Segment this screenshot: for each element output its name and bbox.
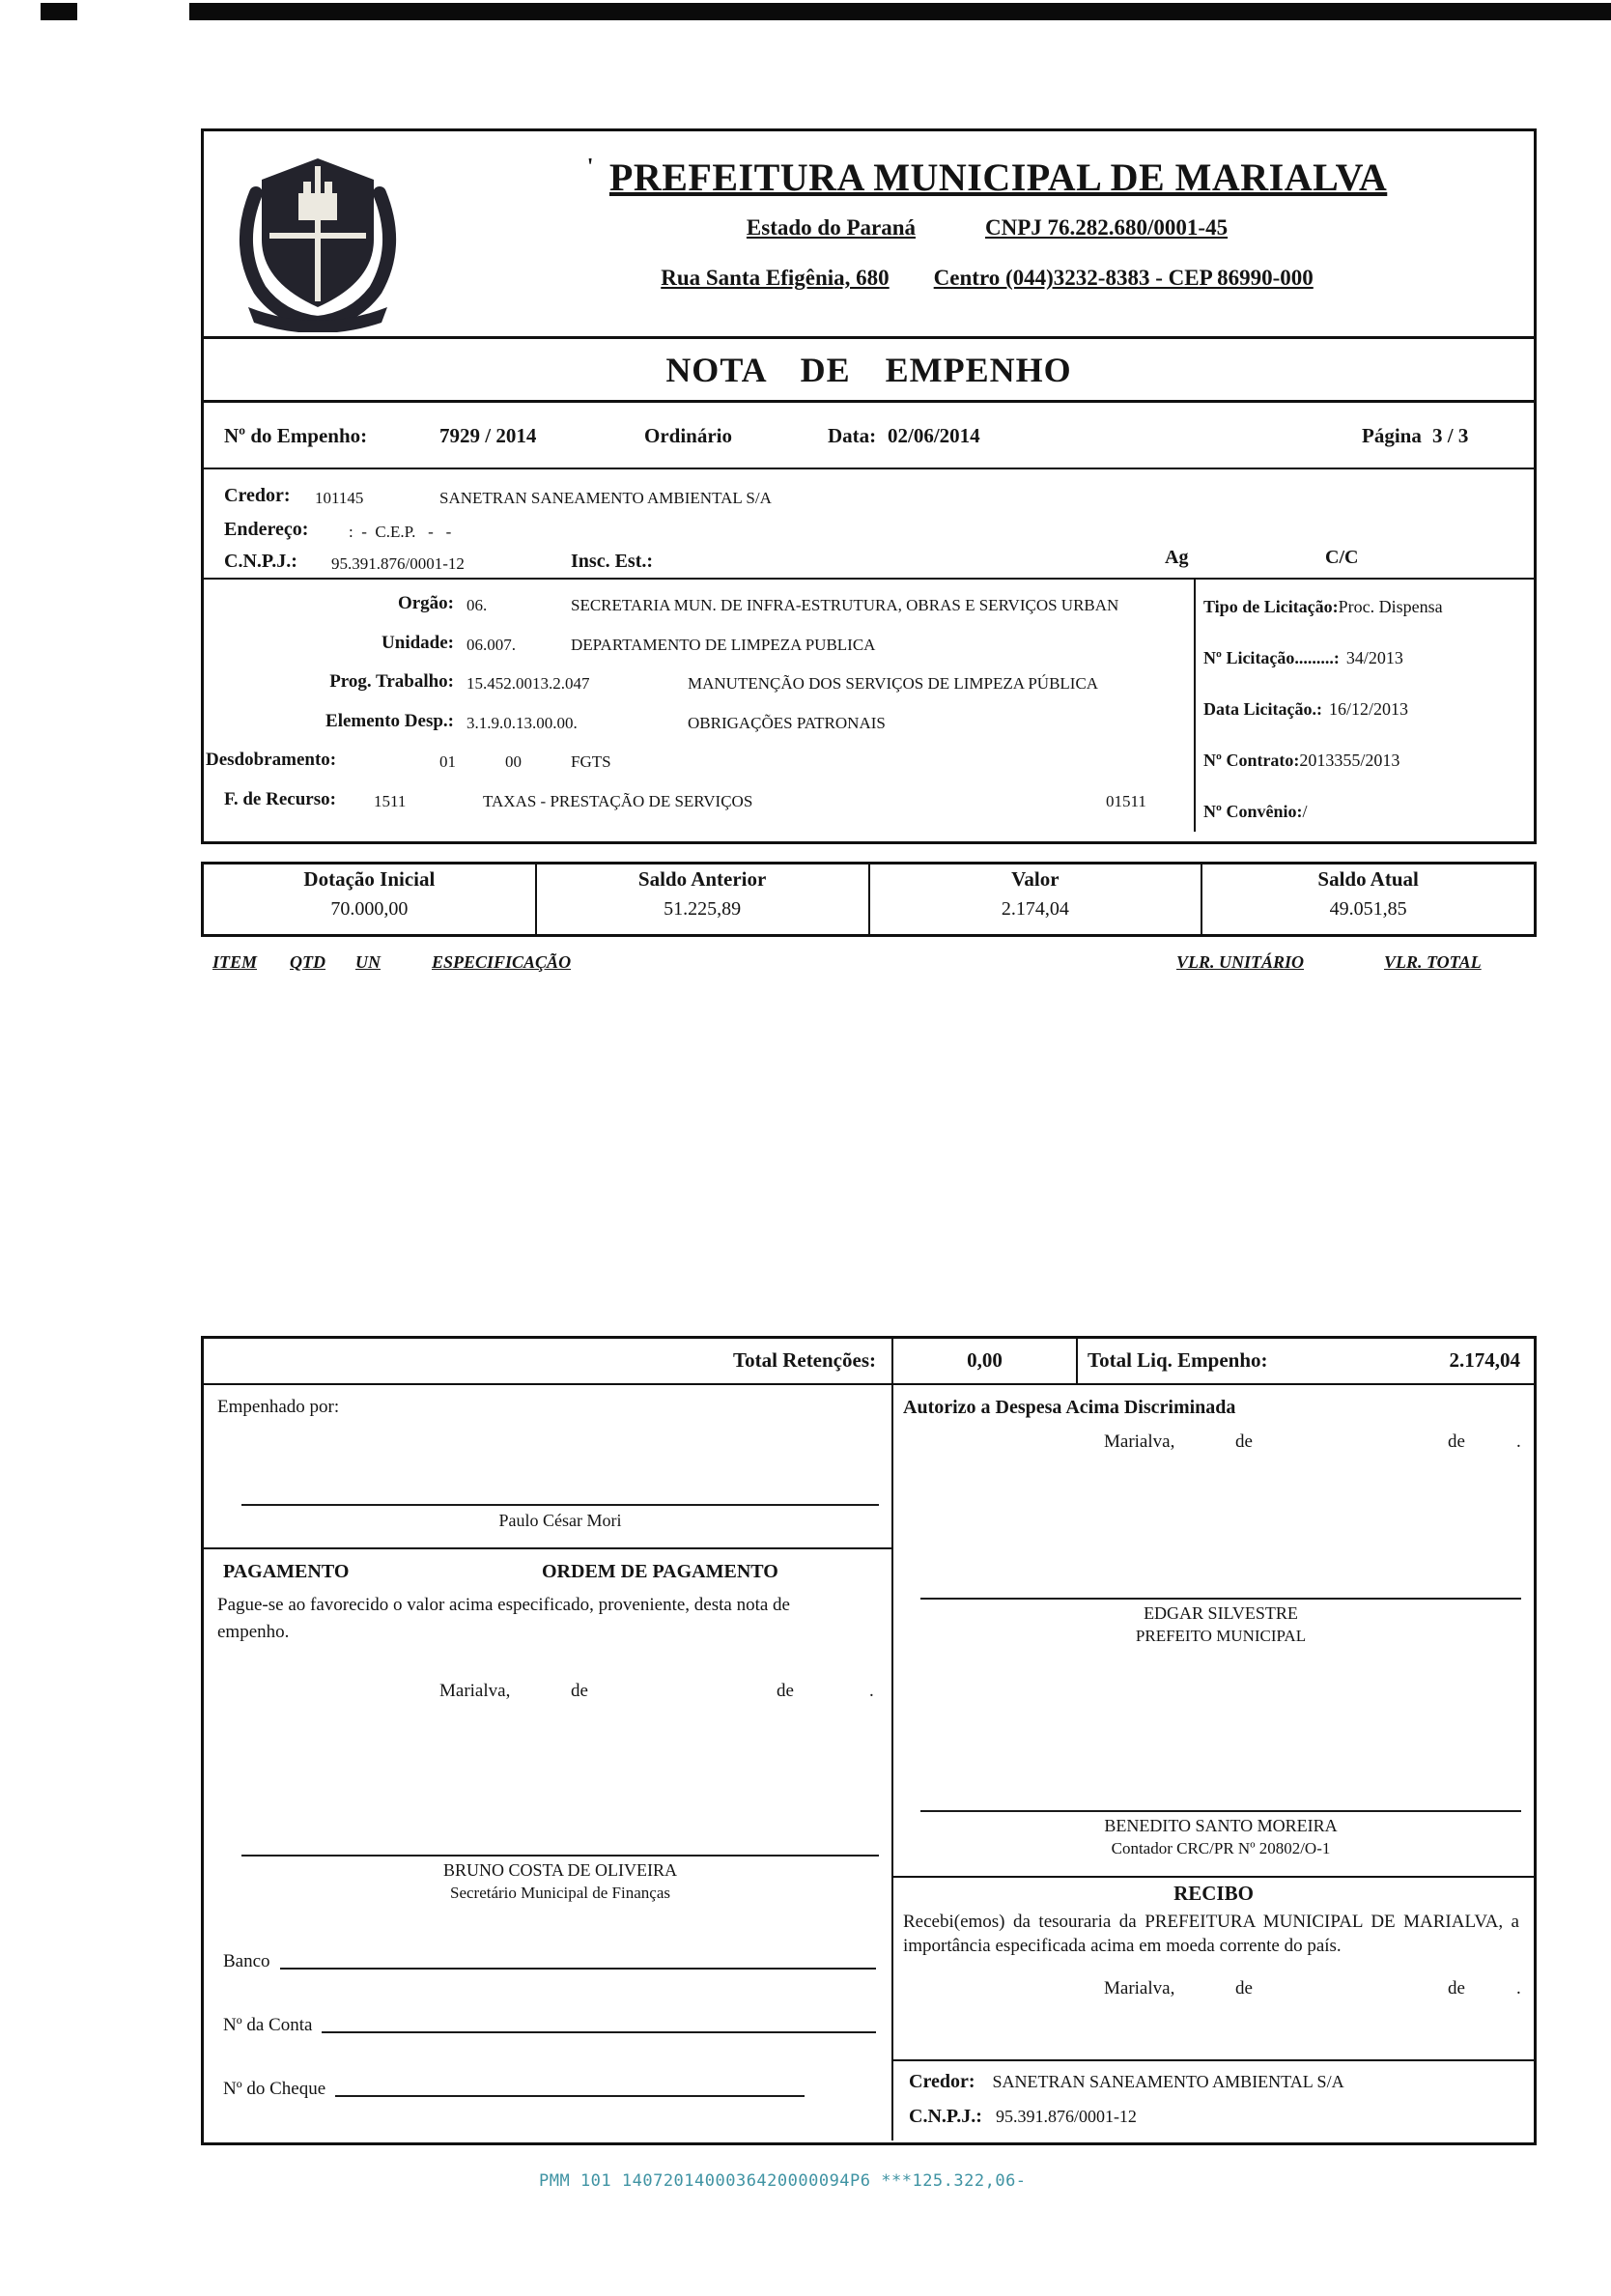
vlr-unitario-column-header: VLR. UNITÁRIO	[1176, 952, 1305, 972]
ordem-pagamento-label: ORDEM DE PAGAMENTO	[542, 1561, 778, 1582]
signature-columns	[204, 1385, 1534, 2140]
desdobramento-code: 01	[439, 752, 456, 771]
city-label: Marialva,	[439, 1681, 511, 1701]
data-licitacao-label: Data Licitação.:	[1203, 699, 1322, 719]
cheque-field	[223, 2079, 805, 2100]
items-header-row	[201, 952, 1537, 981]
scan-mark: '	[586, 155, 594, 180]
numero-licitacao-label: Nº Licitação.........:	[1203, 648, 1340, 667]
saldo-anterior-value: 51.225,89	[664, 898, 742, 920]
payment-date-line	[204, 1681, 891, 1704]
period-mark: .	[869, 1681, 874, 1701]
municipality-title: PREFEITURA MUNICIPAL DE MARIALVA	[608, 156, 1388, 199]
cc-label: C/C	[1325, 547, 1359, 568]
orgao-code: 06.	[466, 596, 488, 614]
dotacao-inicial-header: Dotação Inicial	[303, 867, 436, 891]
scan-artifact-top-bar	[41, 3, 1611, 20]
secretario-signature-line	[241, 1855, 879, 1857]
page-number: 3 / 3	[1432, 424, 1469, 447]
unidade-desc: DEPARTAMENTO DE LIMPEZA PUBLICA	[571, 635, 876, 654]
prefeito-signature-line	[920, 1598, 1521, 1600]
prefeito-name: EDGAR SILVESTRE	[1144, 1603, 1298, 1623]
pagamento-divider	[204, 1547, 891, 1549]
fonte-recurso-desc: TAXAS - PRESTAÇÃO DE SERVIÇOS	[483, 791, 753, 810]
elemento-desp-desc: OBRIGAÇÕES PATRONAIS	[688, 713, 886, 732]
conta-label: Nº da Conta	[223, 2015, 313, 2035]
contador-signature-line	[920, 1810, 1521, 1812]
municipality-title-line	[440, 155, 1534, 200]
data-licitacao-value: 16/12/2013	[1328, 699, 1408, 719]
banco-blank-line	[280, 1968, 876, 1970]
recibo-cnpj-value: 95.391.876/0001-12	[995, 2107, 1137, 2126]
empenhado-por-label: Empenhado por:	[217, 1397, 340, 1417]
prog-trabalho-label: Prog. Trabalho:	[329, 671, 454, 692]
elemento-desp-code: 3.1.9.0.13.00.00.	[466, 713, 578, 732]
budget-classification-block	[204, 580, 1534, 832]
numero-licitacao-value: 34/2013	[1345, 648, 1403, 667]
orgao-desc: SECRETARIA MUN. DE INFRA-ESTRUTURA, OBRAS E SERVIÇOS URBAN	[571, 596, 1119, 614]
letterhead-text	[440, 131, 1534, 291]
payment-column	[204, 1385, 893, 2140]
numero-contrato-value: 2013355/2013	[1299, 751, 1400, 770]
empenhado-signer-name: Paulo César Mori	[498, 1511, 622, 1530]
valor-header: Valor	[1011, 867, 1060, 891]
pagamento-label: PAGAMENTO	[223, 1561, 350, 1582]
recibo-credor-row	[909, 2071, 1344, 2093]
qtd-column-header: QTD	[290, 952, 325, 972]
saldo-anterior-header: Saldo Anterior	[637, 867, 767, 891]
prog-trabalho-code: 15.452.0013.2.047	[466, 674, 590, 693]
fonte-recurso-label: F. de Recurso:	[224, 788, 336, 809]
dotacao-inicial-column	[204, 865, 535, 934]
numero-contrato-label: Nº Contrato:	[1203, 751, 1300, 770]
credor-name: SANETRAN SANEAMENTO AMBIENTAL S/A	[439, 489, 772, 507]
fonte-recurso-extra-code: 01511	[1106, 791, 1146, 810]
dotacao-inicial-value: 70.000,00	[330, 898, 409, 920]
numero-licitacao-line	[1203, 646, 1530, 697]
totals-row	[204, 1339, 1534, 1385]
conta-blank-line	[322, 2031, 876, 2033]
header-section	[201, 128, 1537, 844]
empenho-number: 7929 / 2014	[439, 424, 537, 447]
ag-label: Ag	[1165, 547, 1189, 568]
empenho-number-label: Nº do Empenho:	[224, 424, 368, 447]
empenhado-signature-line	[241, 1504, 879, 1506]
scan-artifact-gap	[77, 3, 189, 20]
orgao-row	[204, 593, 1194, 633]
cheque-blank-line	[335, 2095, 805, 2097]
de-label: de	[777, 1681, 794, 1701]
conta-field	[223, 2015, 876, 2036]
saldo-atual-header: Saldo Atual	[1317, 867, 1419, 891]
elemento-desp-row	[204, 711, 1194, 751]
banco-field	[223, 1951, 876, 1972]
state-cnpj-line	[440, 215, 1534, 241]
fonte-recurso-row	[204, 789, 1194, 829]
total-retencoes-label: Total Retenções:	[204, 1339, 893, 1383]
amounts-table	[201, 862, 1537, 937]
endereco-label: Endereço:	[224, 519, 309, 540]
contador-name: BENEDITO SANTO MOREIRA	[1104, 1816, 1338, 1835]
page-label: Página	[1362, 424, 1422, 447]
data-licitacao-line	[1203, 697, 1530, 749]
recibo-cnpj-label: C.N.P.J.:	[909, 2106, 982, 2127]
recibo-title: RECIBO	[1173, 1882, 1254, 1905]
recibo-divider	[893, 1876, 1534, 1878]
autorizo-title: Autorizo a Despesa Acima Discriminada	[903, 1397, 1236, 1418]
total-liq-label: Total Liq. Empenho:	[1088, 1348, 1268, 1372]
empenho-number-row	[204, 403, 1534, 469]
total-liq-value: 2.174,04	[1449, 1348, 1520, 1372]
recibo-credor-label: Credor:	[909, 2071, 975, 2092]
licitacao-box	[1194, 580, 1534, 832]
saldo-atual-value: 49.051,85	[1329, 898, 1407, 920]
empenho-date-label: Data:	[828, 424, 877, 447]
recibo-cnpj-row	[909, 2106, 1137, 2128]
de-label: de	[1235, 1978, 1253, 1998]
cheque-label: Nº do Cheque	[223, 2079, 326, 2099]
tipo-licitacao-label: Tipo de Licitação:	[1203, 597, 1339, 616]
letterhead	[204, 131, 1534, 339]
document-title-band	[204, 339, 1534, 403]
un-column-header: UN	[355, 952, 381, 972]
unidade-row	[204, 633, 1194, 672]
total-retencoes-value: 0,00	[893, 1339, 1078, 1383]
vlr-total-column-header: VLR. TOTAL	[1384, 952, 1482, 972]
desdobramento-desc: FGTS	[571, 752, 611, 771]
numero-convenio-value: /	[1302, 802, 1308, 821]
especificacao-column-header: ESPECIFICAÇÃO	[432, 952, 572, 972]
authorization-column	[893, 1385, 1534, 2140]
valor-column	[868, 865, 1201, 934]
fonte-recurso-code: 1511	[374, 791, 407, 810]
contact-info: Centro (044)3232-8383 - CEP 86990-000	[933, 266, 1314, 290]
budget-rows	[204, 580, 1194, 832]
street-address: Rua Santa Efigênia, 680	[661, 266, 890, 290]
insc-est-label: Insc. Est.:	[571, 551, 654, 572]
municipality-cnpj: CNPJ 76.282.680/0001-45	[985, 215, 1229, 240]
numero-contrato-line	[1203, 749, 1530, 800]
unidade-label: Unidade:	[382, 632, 454, 653]
banco-label: Banco	[223, 1951, 270, 1971]
valor-value: 2.174,04	[1001, 898, 1069, 920]
period-mark: .	[1516, 1978, 1521, 1998]
cnpj-label: C.N.P.J.:	[224, 551, 297, 572]
prog-trabalho-row	[204, 671, 1194, 711]
secretario-title: Secretário Municipal de Finanças	[449, 1884, 670, 1902]
de-label: de	[1235, 1431, 1253, 1452]
tipo-licitacao-line	[1203, 595, 1530, 646]
credor-bottom-divider	[893, 2059, 1534, 2061]
document-title: NOTA DE EMPENHO	[665, 350, 1072, 389]
state-label: Estado do Paraná	[746, 215, 916, 240]
recibo-text: Recebi(emos) da tesouraria da PREFEITURA MUNICIPAL DE MARIALVA, a importância especificada acima em moeda corrente do país.	[903, 1912, 1519, 1956]
desdobramento-label: Desdobramento:	[206, 750, 337, 770]
tipo-licitacao-value: Proc. Dispensa	[1338, 597, 1443, 616]
dot-matrix-footer-code: PMM 101 1407201400036420000094P6 ***125.322,06-	[539, 2171, 1027, 2191]
orgao-label: Orgão:	[397, 593, 454, 613]
desdobramento-code2: 00	[505, 752, 522, 771]
desdobramento-row	[204, 750, 1194, 789]
elemento-desp-label: Elemento Desp.:	[325, 710, 454, 731]
saldo-atual-column	[1201, 865, 1534, 934]
numero-convenio-line	[1203, 800, 1530, 851]
municipal-coat-of-arms-logo	[221, 139, 414, 332]
total-liq-cell	[1078, 1339, 1534, 1383]
period-mark: .	[1516, 1431, 1521, 1452]
saldo-anterior-column	[535, 865, 868, 934]
address-line	[440, 266, 1534, 291]
prefeito-title: PREFEITO MUNICIPAL	[1135, 1627, 1307, 1645]
city-label: Marialva,	[1104, 1978, 1175, 1998]
empenho-date: 02/06/2014	[888, 424, 980, 447]
credor-code: 101145	[315, 489, 364, 507]
de-label: de	[1448, 1431, 1465, 1452]
empenho-type: Ordinário	[644, 424, 733, 447]
recibo-date-line	[893, 1978, 1534, 2001]
numero-convenio-label: Nº Convênio:	[1203, 802, 1303, 821]
item-column-header: ITEM	[212, 952, 258, 972]
secretario-name: BRUNO COSTA DE OLIVEIRA	[442, 1860, 678, 1880]
cnpj-value: 95.391.876/0001-12	[331, 554, 465, 573]
unidade-code: 06.007.	[466, 635, 516, 654]
pague-se-text: Pague-se ao favorecido o valor acima especificado, proveniente, desta nota de empenho.	[217, 1595, 790, 1642]
credor-label: Credor:	[224, 485, 291, 506]
prog-trabalho-desc: MANUTENÇÃO DOS SERVIÇOS DE LIMPEZA PÚBLICA	[688, 674, 1099, 693]
endereco-value: : - C.E.P. - -	[349, 523, 452, 541]
contador-title: Contador CRC/PR Nº 20802/O-1	[1111, 1839, 1331, 1857]
creditor-block	[204, 469, 1534, 580]
recibo-credor-name: SANETRAN SANEAMENTO AMBIENTAL S/A	[992, 2072, 1344, 2091]
city-label: Marialva,	[1104, 1431, 1175, 1452]
de-label: de	[1448, 1978, 1465, 1998]
authorization-date-line	[893, 1431, 1534, 1455]
de-label: de	[571, 1681, 588, 1701]
totals-and-signatures-section	[201, 1336, 1537, 2145]
